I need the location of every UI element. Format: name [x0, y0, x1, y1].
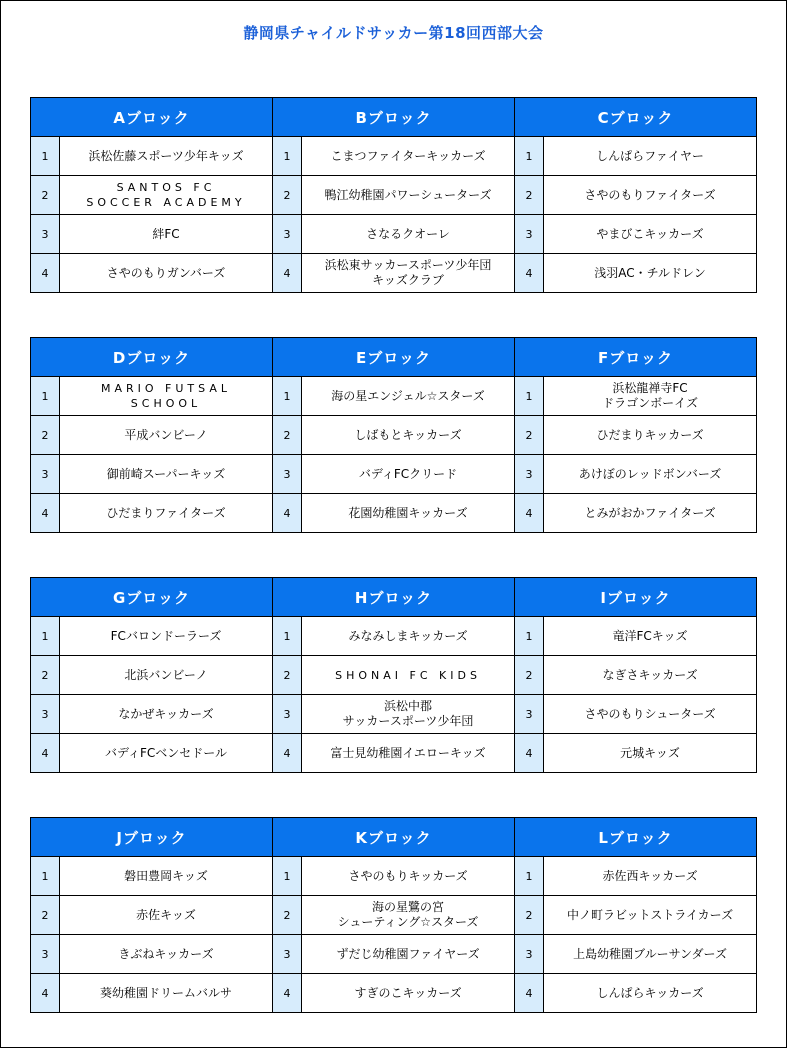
table-row — [31, 137, 757, 176]
table-row — [31, 896, 757, 935]
team-number: 3 — [515, 935, 544, 974]
team-number: 3 — [31, 695, 60, 734]
team-name: 竜洋FCキッズ — [544, 617, 757, 656]
team-number: 2 — [273, 416, 302, 455]
team-number: 4 — [515, 734, 544, 773]
team-name: とみがおかファイターズ — [544, 494, 757, 533]
team-name: 御前崎スーパーキッズ — [60, 455, 273, 494]
team-number: 1 — [273, 617, 302, 656]
team-name: 赤佐西キッカーズ — [544, 857, 757, 896]
team-number: 2 — [31, 896, 60, 935]
block-header: Hブロック — [273, 578, 515, 617]
team-name: さやのもりシューターズ — [544, 695, 757, 734]
table-row — [31, 215, 757, 254]
team-number: 3 — [273, 455, 302, 494]
team-name: なかぜキッカーズ — [60, 695, 273, 734]
team-number: 4 — [273, 734, 302, 773]
table-row — [31, 935, 757, 974]
team-number: 4 — [273, 974, 302, 1013]
team-name: なぎさキッカーズ — [544, 656, 757, 695]
team-name: 浜松中郡 サッカースポーツ少年団 — [302, 695, 515, 734]
block-header: Kブロック — [273, 818, 515, 857]
team-name: きぶねキッカーズ — [60, 935, 273, 974]
team-number: 1 — [515, 137, 544, 176]
team-name: しんぱらキッカーズ — [544, 974, 757, 1013]
team-name: FCバロンドーラーズ — [60, 617, 273, 656]
team-number: 2 — [515, 416, 544, 455]
block-header: Lブロック — [515, 818, 757, 857]
page-title: 静岡県チャイルドサッカー第18回西部大会 — [243, 24, 544, 42]
team-number: 4 — [31, 254, 60, 293]
team-number: 1 — [273, 137, 302, 176]
team-number: 4 — [273, 494, 302, 533]
team-number: 1 — [273, 377, 302, 416]
team-number: 2 — [515, 656, 544, 695]
team-name: 磐田豊岡キッズ — [60, 857, 273, 896]
team-name: 中ノ町ラビットストライカーズ — [544, 896, 757, 935]
table-row — [31, 176, 757, 215]
block-table — [30, 577, 757, 773]
table-row — [31, 254, 757, 293]
team-number: 4 — [515, 974, 544, 1013]
team-number: 2 — [273, 656, 302, 695]
table-row — [31, 494, 757, 533]
team-name: バディFCベンセドール — [60, 734, 273, 773]
block-header: Fブロック — [515, 338, 757, 377]
table-row — [31, 617, 757, 656]
table-row — [31, 377, 757, 416]
team-name: 葵幼稚園ドリームバルサ — [60, 974, 273, 1013]
team-number: 4 — [273, 254, 302, 293]
table-row — [31, 455, 757, 494]
team-name: すぎのこキッカーズ — [302, 974, 515, 1013]
team-name: ひだまりファイターズ — [60, 494, 273, 533]
team-number: 3 — [515, 455, 544, 494]
team-name: バディFCクリード — [302, 455, 515, 494]
team-name: ひだまりキッカーズ — [544, 416, 757, 455]
team-number: 3 — [31, 455, 60, 494]
team-name: MARIO FUTSAL SCHOOL — [60, 377, 273, 416]
team-number: 4 — [31, 494, 60, 533]
team-name: 鴨江幼稚園パワーシューターズ — [302, 176, 515, 215]
team-name: 浅羽AC・チルドレン — [544, 254, 757, 293]
team-number: 4 — [515, 494, 544, 533]
team-number: 3 — [273, 215, 302, 254]
team-name: さやのもりガンバーズ — [60, 254, 273, 293]
team-name: さやのもりファイターズ — [544, 176, 757, 215]
team-name: やまびこキッカーズ — [544, 215, 757, 254]
team-number: 4 — [515, 254, 544, 293]
team-number: 3 — [273, 695, 302, 734]
table-row — [31, 734, 757, 773]
team-name: 浜松龍禅寺FC ドラゴンボーイズ — [544, 377, 757, 416]
block-header: Jブロック — [31, 818, 273, 857]
team-number: 2 — [515, 896, 544, 935]
team-name: 上島幼稚園ブルーサンダーズ — [544, 935, 757, 974]
team-number: 2 — [515, 176, 544, 215]
team-name: こまつファイターキッカーズ — [302, 137, 515, 176]
table-row — [31, 416, 757, 455]
team-name: 浜松佐藤スポーツ少年キッズ — [60, 137, 273, 176]
table-row — [31, 695, 757, 734]
team-name: 浜松東サッカースポーツ少年団 キッズクラブ — [302, 254, 515, 293]
team-number: 3 — [515, 695, 544, 734]
team-number: 4 — [31, 974, 60, 1013]
team-number: 2 — [31, 416, 60, 455]
team-number: 2 — [31, 656, 60, 695]
team-number: 3 — [31, 215, 60, 254]
block-table — [30, 817, 757, 1013]
team-name: 絆FC — [60, 215, 273, 254]
block-header: Gブロック — [31, 578, 273, 617]
team-number: 1 — [515, 617, 544, 656]
team-name: 元城キッズ — [544, 734, 757, 773]
block-header: Bブロック — [273, 98, 515, 137]
team-number: 3 — [31, 935, 60, 974]
team-name: さやのもりキッカーズ — [302, 857, 515, 896]
team-name: 海の星鷺の宮 シューティング☆スターズ — [302, 896, 515, 935]
team-number: 1 — [31, 377, 60, 416]
team-name: 平成バンビーノ — [60, 416, 273, 455]
team-name: SANTOS FC SOCCER ACADEMY — [60, 176, 273, 215]
team-name: ずだじ幼稚園ファイヤーズ — [302, 935, 515, 974]
block-header: Cブロック — [515, 98, 757, 137]
block-header: Dブロック — [31, 338, 273, 377]
team-number: 4 — [31, 734, 60, 773]
team-name: 富士見幼稚園イエローキッズ — [302, 734, 515, 773]
team-number: 2 — [31, 176, 60, 215]
block-table — [30, 337, 757, 533]
team-number: 1 — [31, 857, 60, 896]
block-header: Eブロック — [273, 338, 515, 377]
team-number: 2 — [273, 176, 302, 215]
team-name: 北浜バンビーノ — [60, 656, 273, 695]
team-number: 1 — [273, 857, 302, 896]
team-number: 1 — [31, 617, 60, 656]
team-name: みなみしまキッカーズ — [302, 617, 515, 656]
block-header: Aブロック — [31, 98, 273, 137]
team-name: しんぱらファイヤー — [544, 137, 757, 176]
team-name: SHONAI FC KIDS — [302, 656, 515, 695]
block-table — [30, 97, 757, 293]
team-number: 1 — [31, 137, 60, 176]
team-name: 海の星エンジェル☆スターズ — [302, 377, 515, 416]
table-row — [31, 656, 757, 695]
team-name: しばもとキッカーズ — [302, 416, 515, 455]
team-name: 赤佐キッズ — [60, 896, 273, 935]
table-row — [31, 974, 757, 1013]
team-number: 1 — [515, 857, 544, 896]
team-number: 2 — [273, 896, 302, 935]
team-number: 3 — [515, 215, 544, 254]
team-number: 1 — [515, 377, 544, 416]
team-name: 花園幼稚園キッカーズ — [302, 494, 515, 533]
table-row — [31, 857, 757, 896]
team-name: さなるクオーレ — [302, 215, 515, 254]
team-number: 3 — [273, 935, 302, 974]
team-name: あけぼのレッドボンバーズ — [544, 455, 757, 494]
block-header: Iブロック — [515, 578, 757, 617]
